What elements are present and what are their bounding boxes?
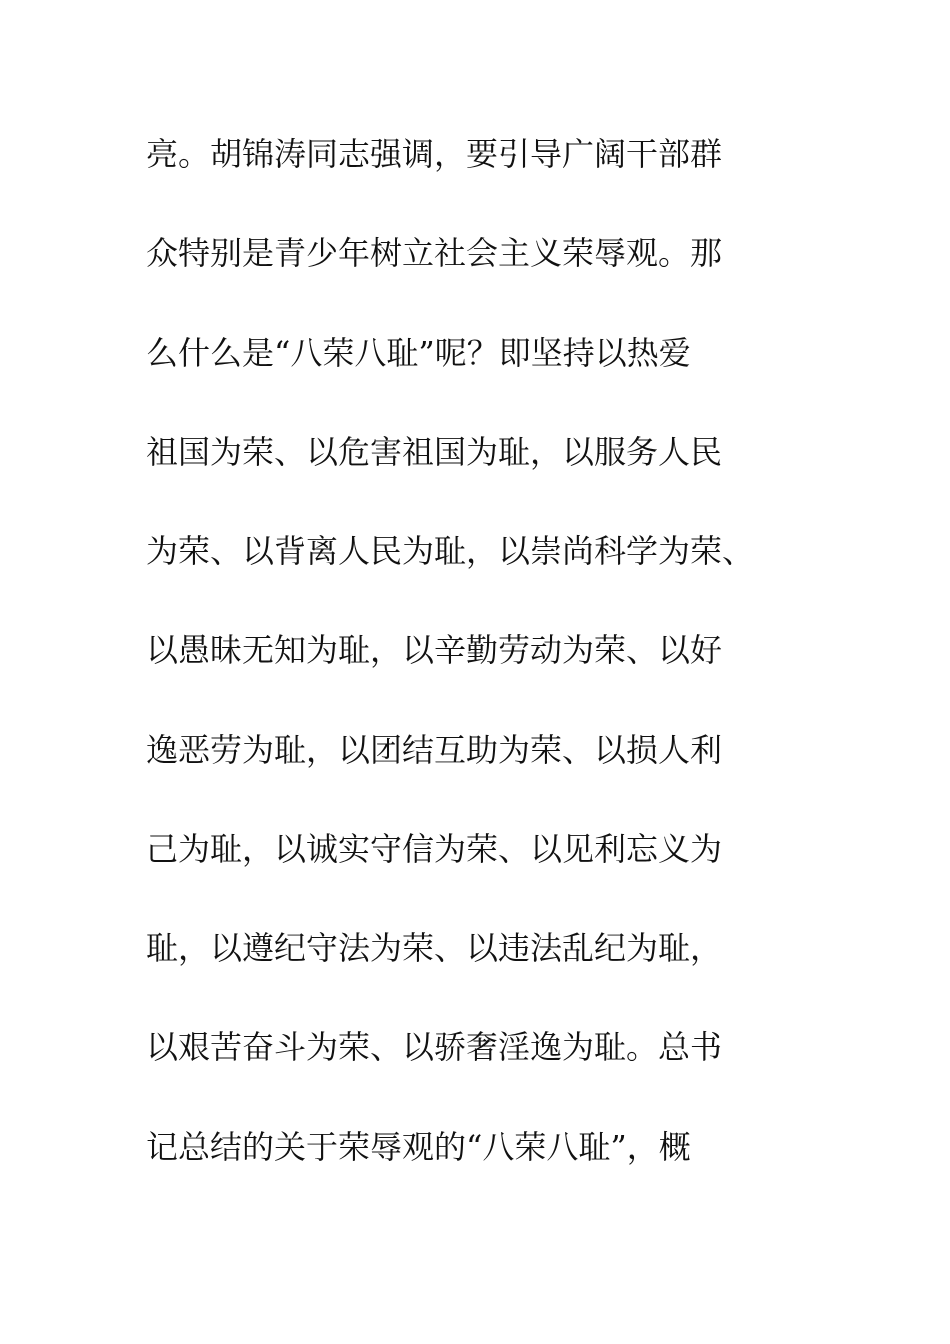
text-line: 耻，以遵纪守法为荣、以违法乱纪为耻，	[146, 929, 723, 967]
text-line: 为荣、以背离人民为耻，以崇尚科学为荣、	[146, 532, 755, 570]
text-line: 逸恶劳为耻，以团结互助为荣、以损人利	[146, 731, 723, 769]
text-line: 以艰苦奋斗为荣、以骄奢淫逸为耻。总书	[146, 1028, 723, 1066]
text-line: 么什么是“八荣八耻”呢？即坚持以热爱	[146, 334, 691, 372]
text-line: 己为耻，以诚实守信为荣、以见利忘义为	[146, 830, 723, 868]
text-line: 祖国为荣、以危害祖国为耻，以服务人民	[146, 433, 723, 471]
text-line: 记总结的关于荣辱观的“八荣八耻”，概	[146, 1128, 691, 1166]
text-line: 众特别是青少年树立社会主义荣辱观。那	[146, 234, 723, 272]
text-line: 以愚昧无知为耻，以辛勤劳动为荣、以好	[146, 631, 723, 669]
text-line: 亮。胡锦涛同志强调，要引导广阔干部群	[146, 135, 723, 173]
